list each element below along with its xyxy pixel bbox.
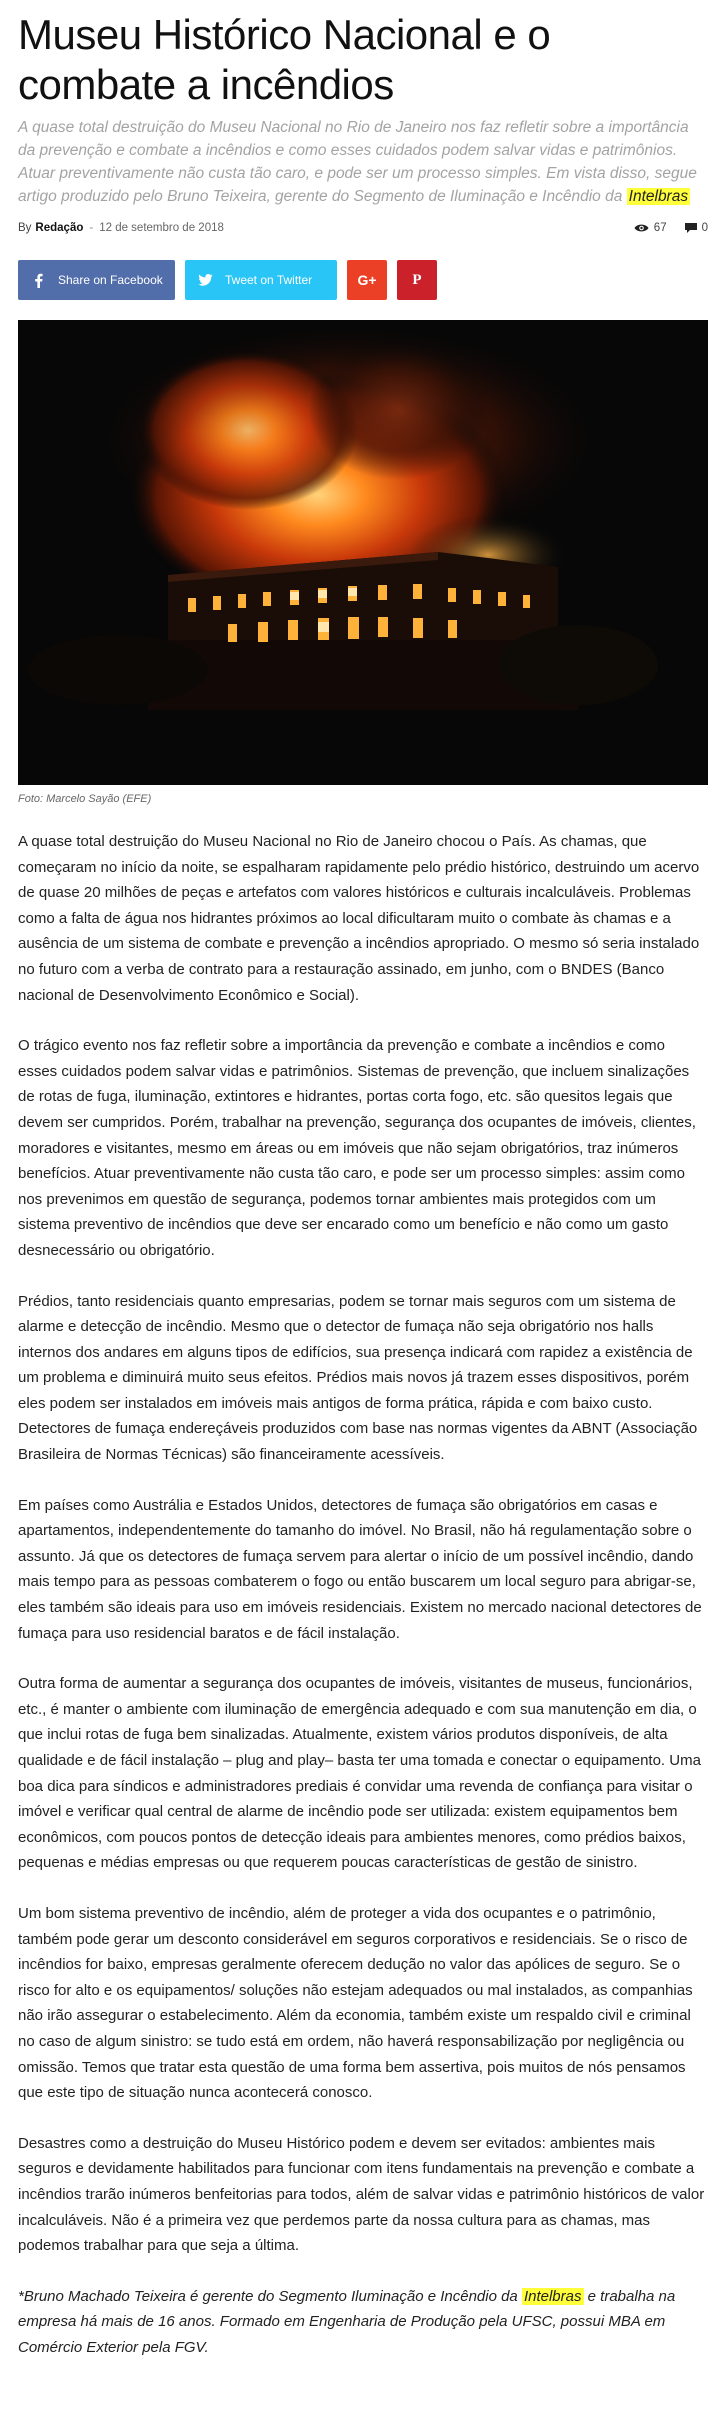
page-title: Museu Histórico Nacional e o combate a incêndios	[18, 11, 551, 108]
subtitle-text: A quase total destruição do Museu Nacional no Rio de Janeiro nos faz refletir sobre a importância da prevenção e combate a incêndios e como esses cuidados podem salvar vidas e patrimônios. Atuar preventivamente não custa tão caro, e pode ser um processo simples. Em vista disso, segue artigo produzido pelo Bruno Teixeira, gerente do Segmento de Iluminação e Incêndio da	[18, 119, 697, 205]
eye-icon	[634, 223, 649, 233]
paragraph: O trágico evento nos faz refletir sobre a importância da prevenção e combate a incêndios e como esses cuidados podem salvar vidas e patrimônios. Sistemas de prevenção, que incluem sinalizações de rotas de fuga, iluminação, extintores e hidrantes, portas corta fogo, etc. são quesitos legais que devem ser cumpridos. Porém, trabalhar na prevenção, segurança dos ocupantes de imóveis, clientes, moradores e visitantes, mesmo em áreas ou em imóveis que não sejam obrigatórios, traz inúmeros benefícios. Atuar preventivamente não custa tão caro, e pode ser um processo simples: assim como nos prevenimos em questão de segurança, podemos tornar ambientes mais protegidos com um sistema preventivo de incêndios que deve ser encarado como um benefício e não como um gasto desnecessário ou obrigatório.	[18, 1037, 696, 1259]
footnote-brand-link[interactable]: Intelbras	[523, 2287, 582, 2305]
pinterest-icon: P	[412, 271, 422, 288]
museum-fire-image	[18, 320, 708, 785]
facebook-label: Share on Facebook	[58, 273, 163, 287]
share-google-plus-button[interactable]	[347, 260, 387, 300]
share-pinterest-button[interactable]	[397, 260, 437, 300]
photo-caption: Foto: Marcelo Sayão (EFE)	[18, 793, 152, 805]
paragraph: Desastres como a destruição do Museu Histórico podem e devem ser evitados: ambientes mais seguros e devidamente habilitados para funcionar com itens fundamentais na prevenção e combate a incêndios trarão inúmeros benfeitorias para todos, além de salvar vidas e patrimônio históricos de valor incalculáveis. Não é a primeira vez que perdemos parte da nossa cultura para as chamas, mas podemos trabalhar para que seja a última.	[18, 2134, 705, 2255]
author-footnote	[18, 2284, 708, 2361]
article-body	[18, 829, 708, 2360]
article	[0, 10, 726, 2360]
views-count	[634, 222, 667, 234]
article-meta	[18, 218, 708, 238]
twitter-label: Tweet on Twitter	[225, 273, 313, 287]
paragraph: Prédios, tanto residenciais quanto empresarias, podem se tornar mais seguros com um sistema de alarme e detecção de incêndio. Mesmo que o detector de fumaça não seja obrigatório nos halls internos dos andares em alguns tipos de edifícios, sua presença indicará com rapidez a existência de um problema e diminuirá muito seus efeitos. Prédios mais novos já trazem esses dispositivos, porém eles podem ser instalados em imóveis mais antigos de forma prática, rápida e com baixo custo. Detectores de fumaça endereçáveis produzidos com base nas normas vigentes da ABNT (Associação Brasileira de Normas Técnicas) são financeiramente acessíveis.	[18, 1292, 698, 1464]
article-stats	[634, 222, 708, 234]
paragraph: Outra forma de aumentar a segurança dos ocupantes de imóveis, visitantes de museus, funcionários, etc., é manter o ambiente com iluminação de emergência adequado e com sua manutenção em dia, o que inclui rotas de fuga bem sinalizadas. Atualmente, existem vários produtos disponíveis, de alta qualidade e de fácil instalação – plug and play– basta ter uma tomada e conectar o equipamento. Uma boa dica para síndicos e administradores prediais é convidar uma revenda de confiança para visitar o imóvel e verificar qual central de alarme de incêndio pode ser utilizada: existem equipamentos bem econômicos, com poucos pontos de detecção ideais para ambientes menores, como prédios baixos, pequenas e médias empresas ou que requerem poucas características de gestão de sinistro.	[18, 1675, 701, 1872]
paragraph: Em países como Austrália e Estados Unidos, detectores de fumaça são obrigatórios em casas e apartamentos, independentemente do tamanho do imóvel. No Brasil, não há regulamentação sobre o assunto. Já que os detectores de fumaça servem para alertar o início de um possível incêndio, dando mais tempo para as pessoas combaterem o fogo ou então buscarem um local seguro para abrigar-se, eles também são ideais para uso em imóveis residenciais. Existem no mercado nacional detectores de fumaça para uso residencial baratos e de fácil instalação.	[18, 1496, 702, 1642]
author-link[interactable]: Redação	[35, 222, 84, 234]
comments-value: 0	[701, 222, 708, 234]
paragraph: Um bom sistema preventivo de incêndio, além de proteger a vida dos ocupantes e o patrimônio, também pode gerar um desconto considerável em seguros corporativos e residenciais. Se o risco de incêndios for baixo, empresas geralmente oferecem dedução no valor das apólices de seguro. Se o risco for alto e os equipamentos/ soluções não estejam adequados ou mal instalados, as companhias não irão assegurar o estabelecimento. Além da economia, também existe um respaldo civil e criminal no caso de algum sinistro: se tudo está em ordem, não haverá responsabilização por negligência ou omissão. Temos que tratar esta questão de uma forma bem assertiva, pois muitos de nós pensamos que este tipo de situação nunca acontecerá conosco.	[18, 1904, 693, 2102]
article-subtitle	[18, 116, 708, 208]
meta-separator: -	[89, 222, 94, 234]
share-twitter-button[interactable]	[185, 260, 337, 300]
twitter-icon	[185, 274, 225, 286]
comment-icon	[685, 223, 697, 234]
footnote-before: *Bruno Machado Teixeira é gerente do Segmento Iluminação e Incêndio da	[18, 2287, 522, 2305]
footnote-after: e trabalha na empresa há mais de 16 anos. Formado em Engenharia de Produção pela UFSC, possui MBA em Comércio Exterior pela FGV.	[18, 2287, 676, 2356]
google-plus-icon: G+	[357, 272, 377, 288]
views-value: 67	[653, 222, 667, 234]
facebook-icon	[18, 273, 58, 288]
by-label: By	[18, 222, 32, 234]
comments-count[interactable]	[685, 222, 708, 234]
paragraph: A quase total destruição do Museu Nacional no Rio de Janeiro chocou o País. As chamas, que começaram no início da noite, se espalharam rapidamente pelo prédio histórico, destruindo um acervo de quase 20 milhões de peças e artefatos com valores históricos e culturais incalculáveis. Problemas como a falta de água nos hidrantes próximos ao local dificultaram muito o combate às chamas e a ausência de um sistema de combate e prevenção a incêndios apropriado. O mesmo só seria instalado no futuro com a verba de contrato para a restauração assinado, em junho, com o BNDES (Banco nacional de Desenvolvimento Econômico e Social).	[18, 833, 700, 1004]
publish-date: 12 de setembro de 2018	[99, 222, 224, 234]
share-facebook-button[interactable]	[18, 260, 175, 300]
article-photo	[18, 320, 708, 785]
brand-highlight-link[interactable]: Intelbras	[628, 188, 689, 205]
share-bar	[18, 260, 708, 300]
